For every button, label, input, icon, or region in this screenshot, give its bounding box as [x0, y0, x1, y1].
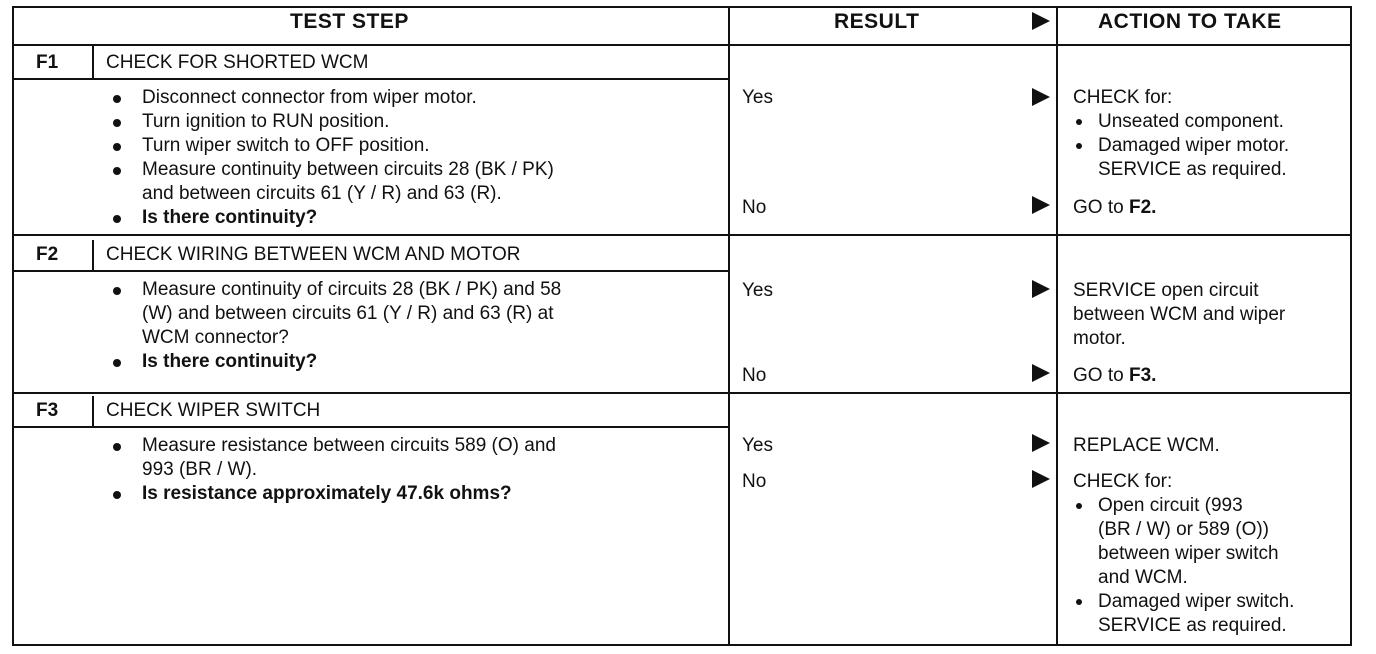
f2-title-rule: [14, 270, 728, 272]
bullet-icon: [113, 143, 121, 151]
f3-result-no: No: [742, 471, 767, 492]
step-title-f1: CHECK FOR SHORTED WCM: [106, 52, 369, 73]
f2-step-1-cont: (W) and between circuits 61 (Y / R) and 63 (R) at: [142, 303, 554, 324]
f1-result-no: No: [742, 197, 767, 218]
f2-result-yes: Yes: [742, 280, 773, 301]
column-divider-action: [1056, 6, 1058, 646]
f2-step-1-cont2: WCM connector?: [142, 327, 289, 348]
f2-action-yes-3: motor.: [1073, 328, 1126, 349]
f1-action-yes-intro: CHECK for:: [1073, 87, 1173, 108]
f1-title-rule: [14, 78, 728, 80]
f3-step-1-cont: 993 (BR / W).: [142, 459, 258, 480]
f1-step-4: Measure continuity between circuits 28 (BK / PK): [142, 159, 554, 180]
arrow-icon: [1032, 88, 1050, 106]
f3-action-item-1d: and WCM.: [1098, 567, 1188, 588]
header-rule: [12, 44, 1352, 46]
header-test-step: TEST STEP: [290, 10, 409, 33]
bullet-icon: [113, 95, 121, 103]
bullet-icon: [113, 359, 121, 367]
f2-action-yes-1: SERVICE open circuit: [1073, 280, 1259, 301]
f1-bottom-rule: [12, 234, 1352, 236]
step-id-f1: F1: [36, 52, 59, 73]
f3-action-item-1c: between wiper switch: [1098, 543, 1279, 564]
f3-question: Is resistance approximately 47.6k ohms?: [142, 483, 512, 504]
header-result: RESULT: [834, 10, 920, 33]
f2-bottom-rule: [12, 392, 1352, 394]
step-id-divider-f1: [92, 46, 94, 78]
arrow-icon: [1032, 196, 1050, 214]
step-title-f2: CHECK WIRING BETWEEN WCM AND MOTOR: [106, 244, 521, 265]
f2-step-1: Measure continuity of circuits 28 (BK / PK) and 58: [142, 279, 562, 300]
f1-step-4-cont: and between circuits 61 (Y / R) and 63 (R).: [142, 183, 502, 204]
bullet-icon: [113, 119, 121, 127]
column-divider-test-step: [728, 6, 730, 646]
header-action: ACTION TO TAKE: [1098, 10, 1282, 33]
bullet-icon: [1076, 119, 1082, 125]
f1-question: Is there continuity?: [142, 207, 318, 228]
f3-result-yes: Yes: [742, 435, 773, 456]
f1-step-1: Disconnect connector from wiper motor.: [142, 87, 477, 108]
bullet-icon: [113, 287, 121, 295]
f3-action-item-1a: Open circuit (993: [1098, 495, 1243, 516]
f3-action-no-intro: CHECK for:: [1073, 471, 1173, 492]
f1-result-yes: Yes: [742, 87, 773, 108]
f3-step-1: Measure resistance between circuits 589 (O) and: [142, 435, 556, 456]
f2-result-no: No: [742, 365, 767, 386]
step-id-divider-f3: [92, 396, 94, 426]
f2-action-yes-2: between WCM and wiper: [1073, 304, 1286, 325]
step-title-f3: CHECK WIPER SWITCH: [106, 400, 321, 421]
f1-action-tail: SERVICE as required.: [1098, 159, 1287, 180]
arrow-icon: [1032, 470, 1050, 488]
f3-action-yes: REPLACE WCM.: [1073, 435, 1220, 456]
bullet-icon: [1076, 599, 1082, 605]
f3-action-item-2a: Damaged wiper switch.: [1098, 591, 1295, 612]
f1-step-3: Turn wiper switch to OFF position.: [142, 135, 430, 156]
f2-question: Is there continuity?: [142, 351, 318, 372]
step-id-divider-f2: [92, 240, 94, 270]
step-id-f3: F3: [36, 400, 59, 421]
arrow-icon: [1032, 434, 1050, 452]
bullet-icon: [1076, 503, 1082, 509]
bullet-icon: [113, 167, 121, 175]
bullet-icon: [113, 443, 121, 451]
f1-action-no: GO to F2.: [1073, 197, 1157, 218]
f3-action-item-2b: SERVICE as required.: [1098, 615, 1287, 636]
bullet-icon: [1076, 143, 1082, 149]
f1-step-2: Turn ignition to RUN position.: [142, 111, 390, 132]
f1-action-item-1: Unseated component.: [1098, 111, 1284, 132]
f2-action-no: GO to F3.: [1073, 365, 1157, 386]
arrow-icon: [1032, 280, 1050, 298]
f3-action-item-1b: (BR / W) or 589 (O)): [1098, 519, 1270, 540]
step-id-f2: F2: [36, 244, 59, 265]
bullet-icon: [113, 215, 121, 223]
header-arrow-icon: [1032, 12, 1050, 30]
f3-title-rule: [14, 426, 728, 428]
arrow-icon: [1032, 364, 1050, 382]
f1-action-item-2: Damaged wiper motor.: [1098, 135, 1290, 156]
bullet-icon: [113, 491, 121, 499]
